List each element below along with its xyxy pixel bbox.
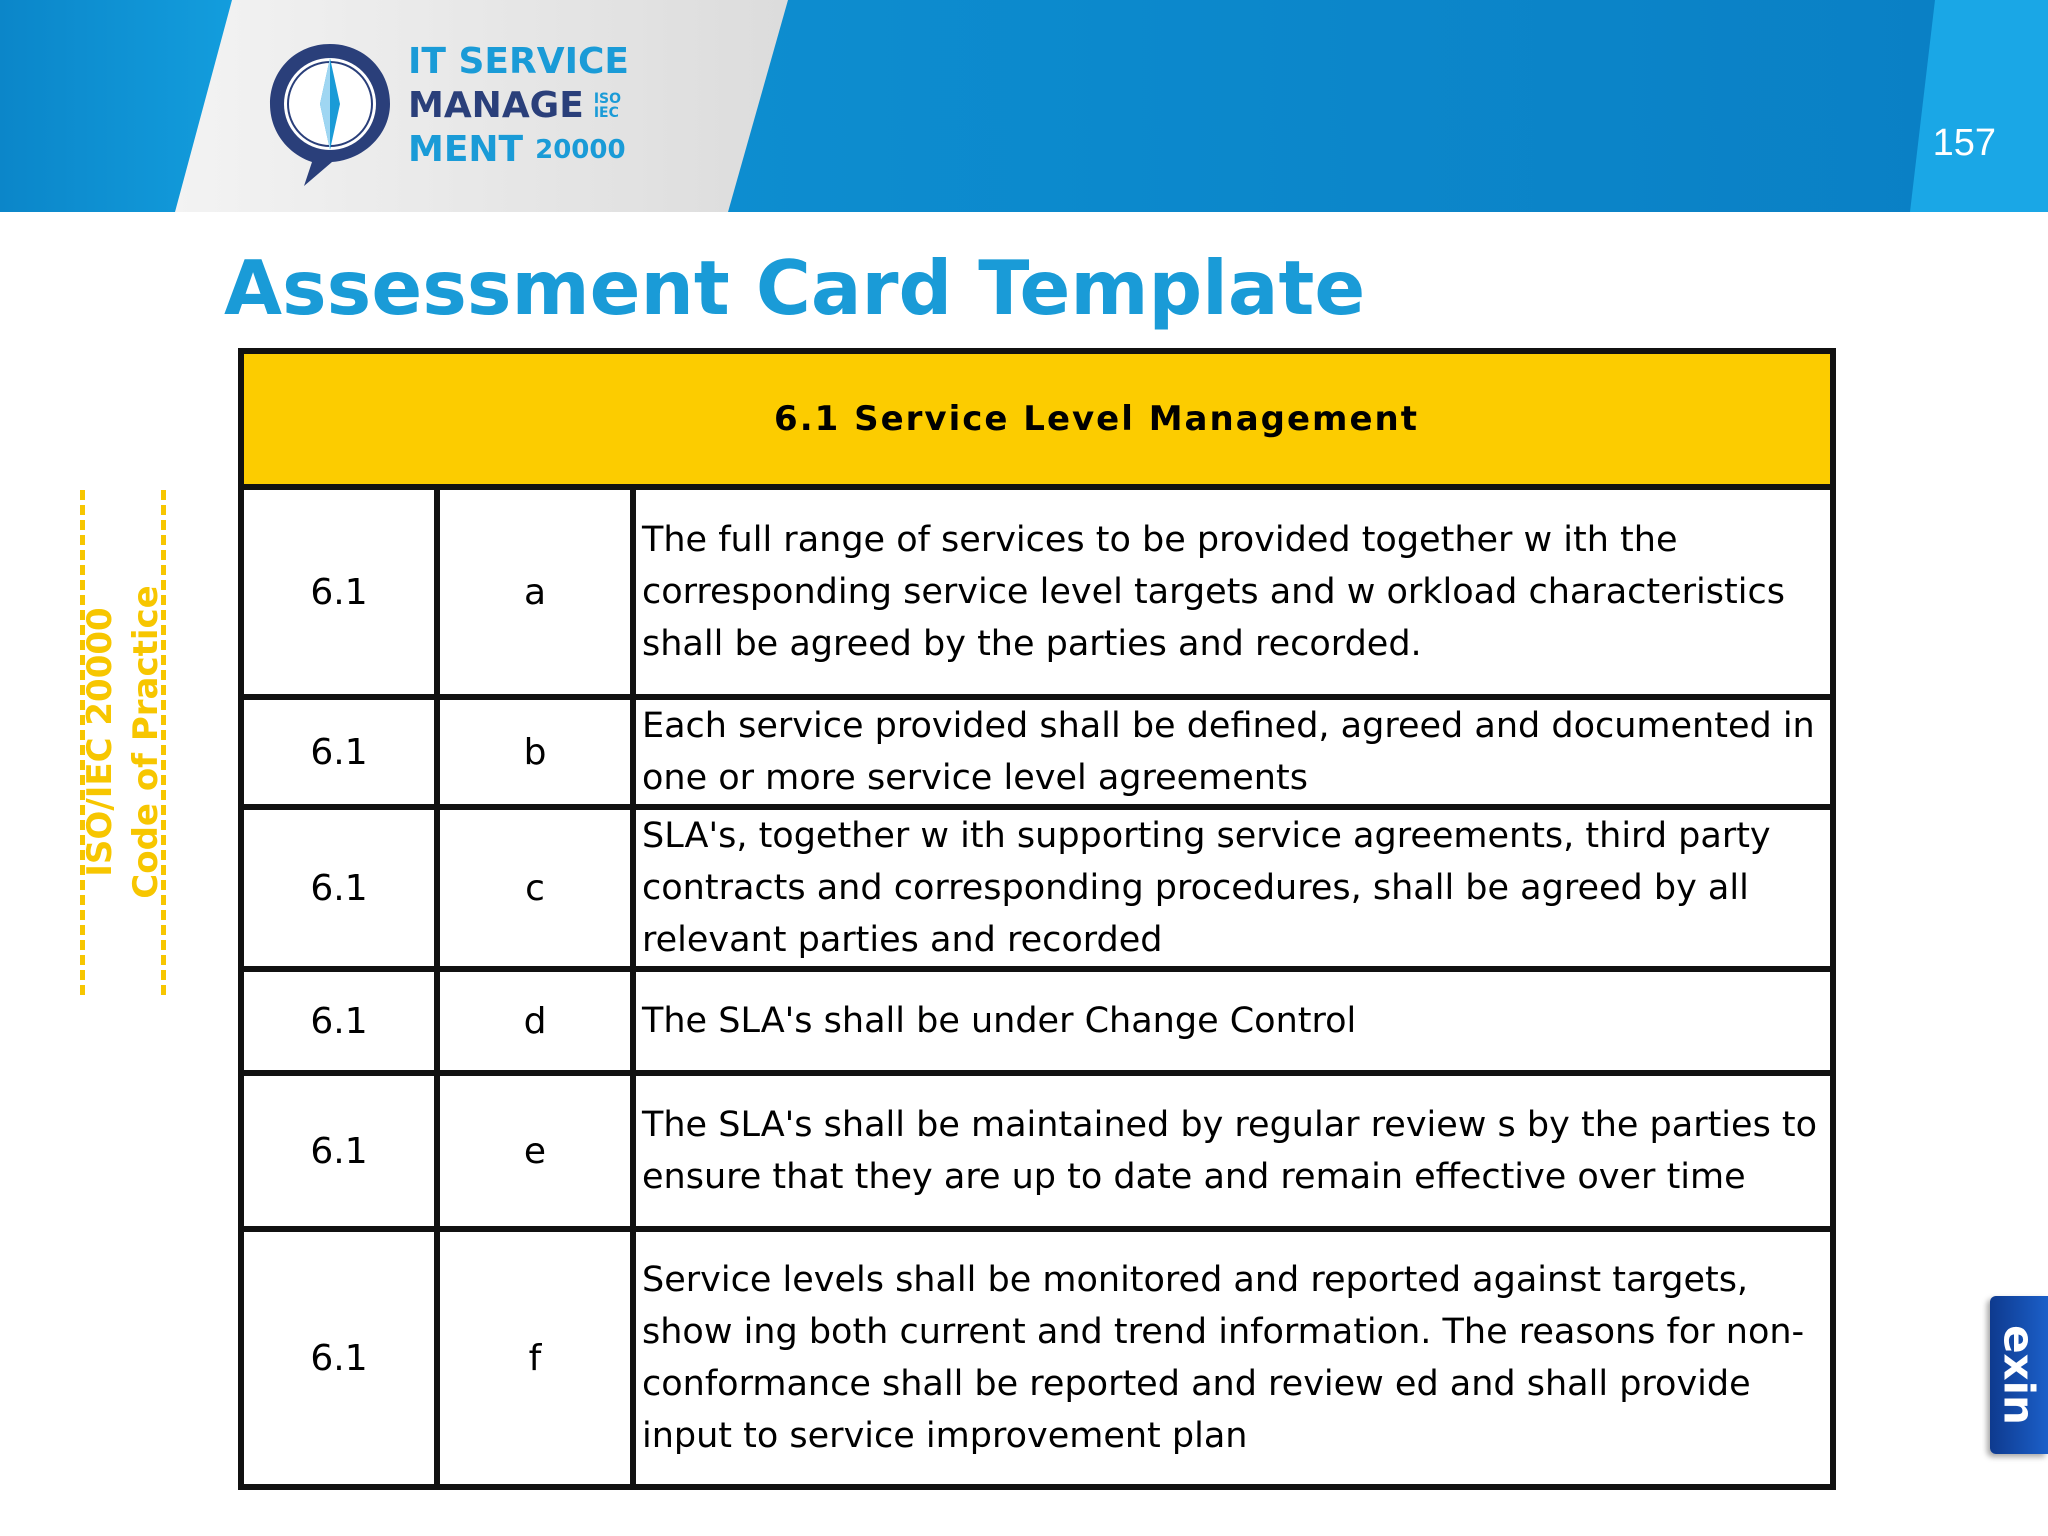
logo-iso-iec: ISO IEC <box>593 91 622 121</box>
exin-logo <box>1990 1296 2048 1454</box>
logo-line-1: IT SERVICE <box>408 41 629 82</box>
logo-wordmark <box>408 40 629 172</box>
clause-cell: 6.1 <box>241 487 437 697</box>
assessment-table <box>238 348 1836 1490</box>
description-cell: SLA's, together w ith supporting service agreements, third party contracts and corresponding procedures, shall be agreed by all relevant parties and recorded <box>633 807 1833 969</box>
clause-cell: 6.1 <box>241 1073 437 1229</box>
clause-cell: 6.1 <box>241 807 437 969</box>
item-cell: c <box>437 807 633 969</box>
item-cell: f <box>437 1229 633 1487</box>
item-cell: a <box>437 487 633 697</box>
table-row <box>241 487 1833 697</box>
table-header: 6.1 Service Level Management <box>241 351 1833 487</box>
side-label-line-2: Code of Practice <box>126 585 166 899</box>
table-row <box>241 1229 1833 1487</box>
table-row <box>241 697 1833 807</box>
logo-line-2: MANAGE <box>408 85 584 126</box>
item-cell: b <box>437 697 633 807</box>
description-cell: The SLA's shall be under Change Control <box>633 969 1833 1073</box>
clause-cell: 6.1 <box>241 1229 437 1487</box>
item-cell: e <box>437 1073 633 1229</box>
clause-cell: 6.1 <box>241 969 437 1073</box>
logo-number: 20000 <box>535 135 626 165</box>
description-cell: Service levels shall be monitored and reported against targets, show ing both current and trend information. The reasons for non-conformance shall be reported and review ed and shall provide input to service improvement plan <box>633 1229 1833 1487</box>
table-row <box>241 807 1833 969</box>
description-cell: The SLA's shall be maintained by regular review s by the parties to ensure that they are up to date and remain effective over time <box>633 1073 1833 1229</box>
page-number: 157 <box>1932 122 1996 164</box>
table-header-row <box>241 351 1833 487</box>
table-row <box>241 969 1833 1073</box>
clause-cell: 6.1 <box>241 697 437 807</box>
exin-logo-text: exin <box>1994 1325 2044 1425</box>
table-row <box>241 1073 1833 1229</box>
side-label <box>77 585 169 898</box>
logo-line-3: MENT <box>408 129 524 170</box>
compass-logo-icon <box>266 40 394 190</box>
side-label-line-1: ISO/IEC 20000 <box>80 607 120 877</box>
item-cell: d <box>437 969 633 1073</box>
description-cell: Each service provided shall be defined, agreed and documented in one or more service level agreements <box>633 697 1833 807</box>
page-title: Assessment Card Template <box>224 244 1366 332</box>
description-cell: The full range of services to be provided together w ith the corresponding service level targets and w orkload characteristics shall be agreed by the parties and recorded. <box>633 487 1833 697</box>
